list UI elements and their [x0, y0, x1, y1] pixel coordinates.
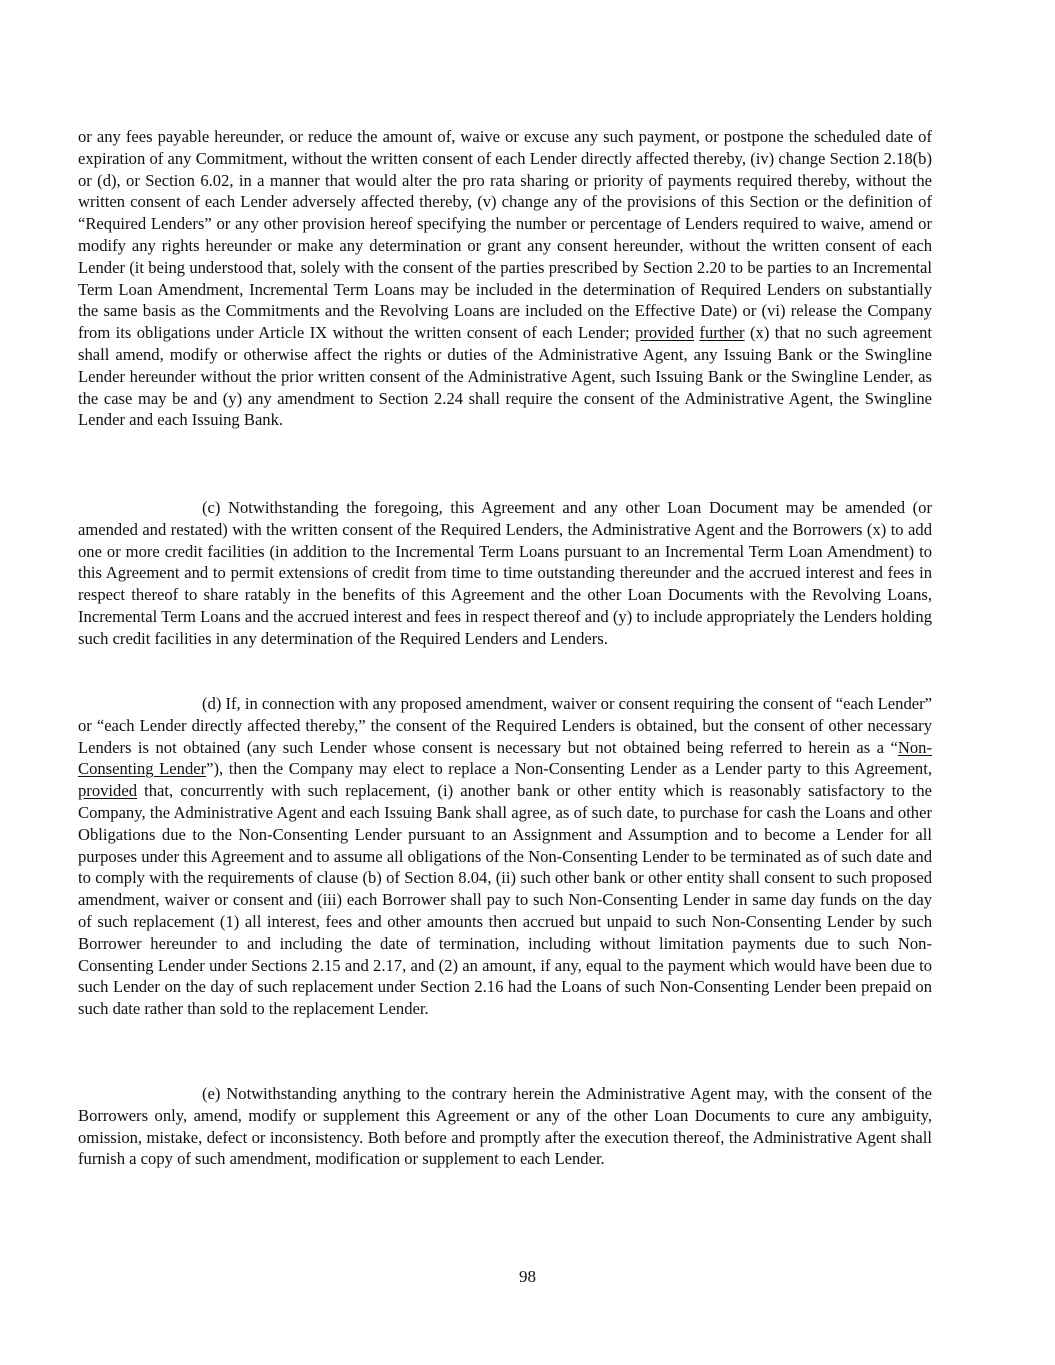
- paragraph-text: (d) If, in connection with any proposed amendment, waiver or consent requiring the consent of “each Lender” or “each Lender directly affected thereby,” the consent of the Required Lenders is obtained, but the consent of other necessary Lenders is not obtained (any such Lender whose consent is necessary but not obtained being referred to herein as a “: [78, 694, 932, 757]
- paragraph-text: ”), then the Company may elect to replace a Non-Consenting Lender as a Lender party to this Agreement,: [206, 759, 932, 779]
- paragraph-text: (x) that no such agreement shall amend, modify or otherwise affect the rights or duties of the Administrative Agent, any Issuing Bank or the Swingline Lender hereunder without the prior written consent of the Administrative Agent, such Issuing Bank or the Swingline Lender, as the case may be and (y) any amendment to Section 2.24 shall require the consent of the Administrative Agent, the Swingline Lender and each Issuing Bank.: [78, 323, 932, 430]
- underlined-term-provided: provided: [635, 323, 694, 343]
- underlined-term-further: further: [699, 323, 745, 343]
- paragraph-text: or any fees payable hereunder, or reduce the amount of, waive or excuse any such payment, or postpone the scheduled date of expiration of any Commitment, without the written consent of each Lender directly affected thereby, (iv) change Section 2.18(b) or (d), or Section 6.02, in a manner that would alter the pro rata sharing or priority of payments required thereby, without the written consent of each Lender adversely affected thereby, (v) change any of the provisions of this Section or the definition of “Required Lenders” or any other provision hereof specifying the number or percentage of Lenders required to waive, amend or modify any rights hereunder or make any determination or grant any consent hereunder, without the written consent of each Lender (it being understood that, solely with the consent of the parties prescribed by Section 2.20 to be parties to an Incremental Term Loan Amendment, Incremental Term Loans may be included in the determination of Required Lenders on substantially the same basis as the Commitments and the Revolving Loans are included on the Effective Date) or (vi) release the Company from its obligations under Article IX without the written consent of each Lender;: [78, 127, 932, 343]
- paragraph-continued: [78, 126, 932, 431]
- paragraph-d: [78, 693, 932, 1020]
- paragraph-c: [78, 497, 932, 650]
- paragraph-text: that, concurrently with such replacement, (i) another bank or other entity which is reasonably satisfactory to the Company, the Administrative Agent and each Issuing Bank shall agree, as of such date, to purchase for cash the Loans and other Obligations due to the Non-Consenting Lender pursuant to an Assignment and Assumption and to become a Lender for all purposes under this Agreement and to assume all obligations of the Non-Consenting Lender to be terminated as of such date and to comply with the requirements of clause (b) of Section 8.04, (ii) such other bank or other entity shall consent to such proposed amendment, waiver or consent and (iii) each Borrower shall pay to such Non-Consenting Lender in same day funds on the day of such replacement (1) all interest, fees and other amounts then accrued but unpaid to such Non-Consenting Lender by such Borrower hereunder to and including the date of termination, including without limitation payments due to such Non-Consenting Lender under Sections 2.15 and 2.17, and (2) an amount, if any, equal to the payment which would have been due to such Lender on the day of such replacement under Section 2.16 had the Loans of such Non-Consenting Lender been prepaid on such date rather than sold to the replacement Lender.: [78, 781, 932, 1019]
- underlined-term-non-consenting-lender: Non-Consenting Lender: [78, 737, 932, 779]
- paragraph-text: (e) Notwithstanding anything to the contrary herein the Administrative Agent may, with the consent of the Borrowers only, amend, modify or supplement this Agreement or any of the other Loan Documents to cure any ambiguity, omission, mistake, defect or inconsistency. Both before and promptly after the execution thereof, the Administrative Agent shall furnish a copy of such amendment, modification or supplement to each Lender.: [78, 1084, 932, 1169]
- paragraph-e: [78, 1083, 932, 1170]
- page-number: 98: [519, 1267, 536, 1286]
- paragraph-text: (c) Notwithstanding the foregoing, this Agreement and any other Loan Document may be amended (or amended and restated) with the written consent of the Required Lenders, the Administrative Agent and the Borrowers (x) to add one or more credit facilities (in addition to the Incremental Term Loans pursuant to an Incremental Term Loan Amendment) to this Agreement and to permit extensions of credit from time to time outstanding thereunder and the accrued interest and fees in respect thereof to share ratably in the benefits of this Agreement and the other Loan Documents with the Revolving Loans, Incremental Term Loans and the accrued interest and fees in respect thereof and (y) to include appropriately the Lenders holding such credit facilities in any determination of the Required Lenders and Lenders.: [78, 498, 932, 648]
- underlined-term-provided: provided: [78, 781, 137, 801]
